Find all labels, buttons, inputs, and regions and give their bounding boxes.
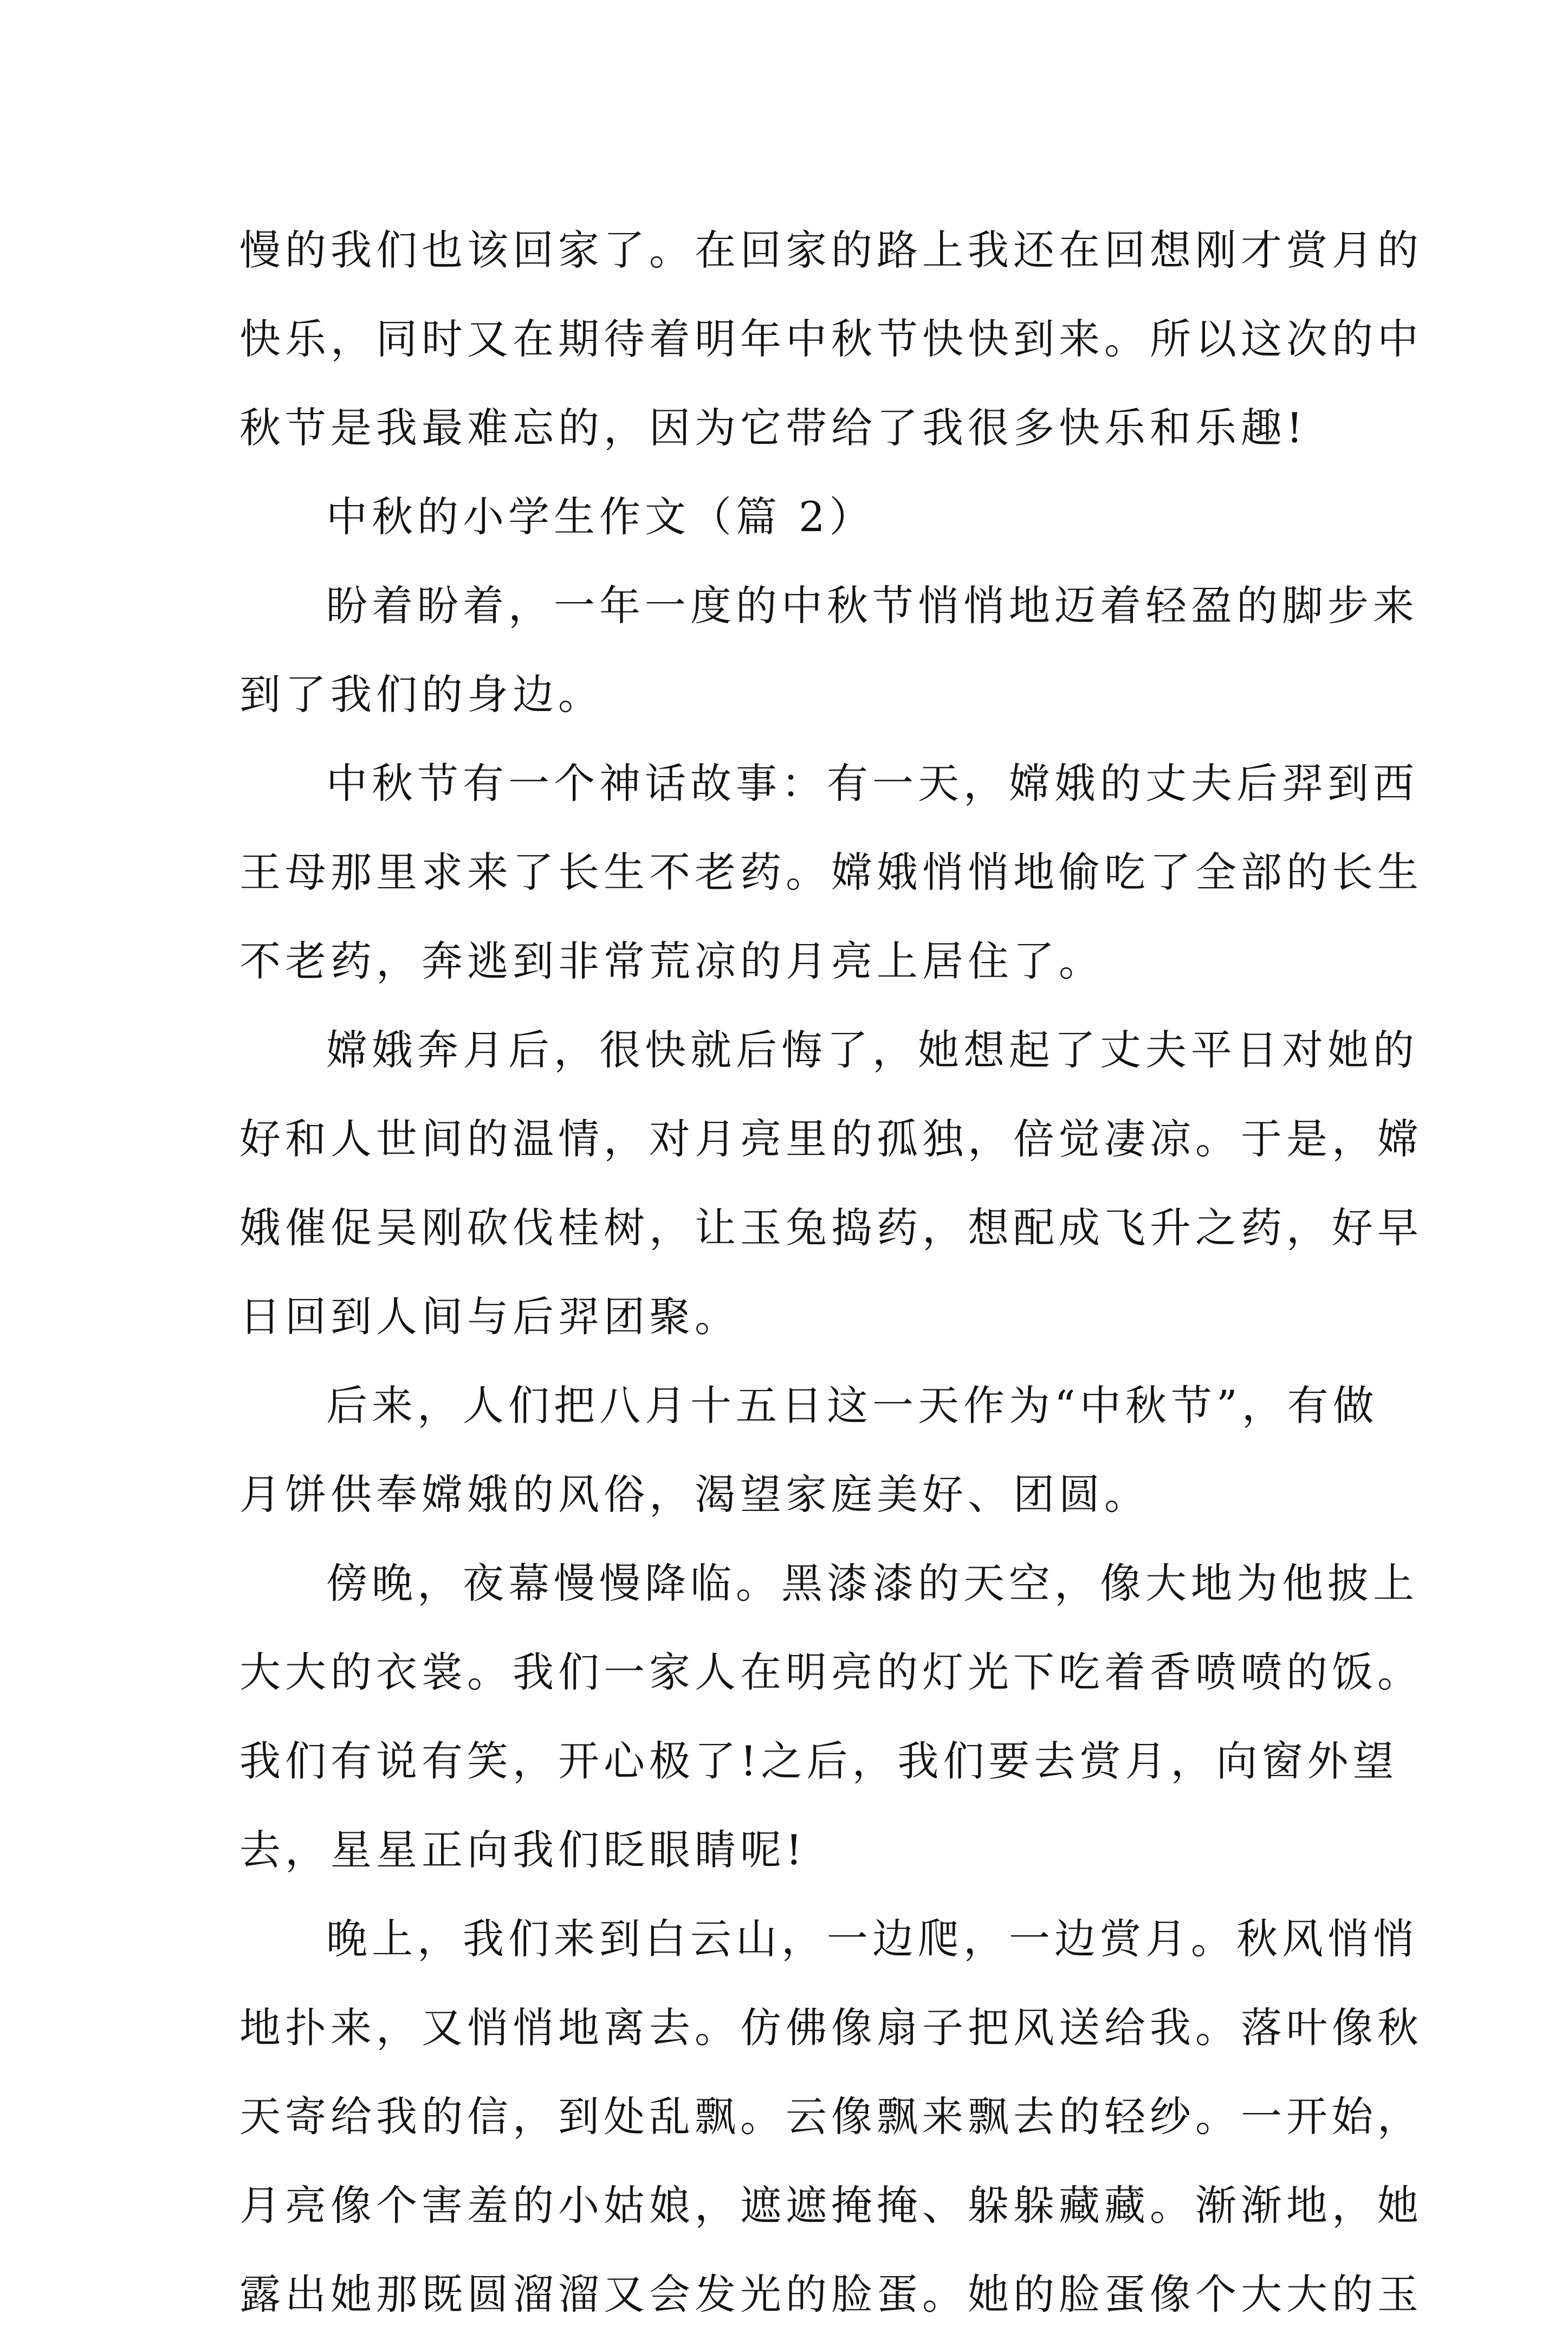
- text-line: 到了我们的身边。: [239, 670, 604, 719]
- text-line: 秋节是我最难忘的，因为它带给了我很多快乐和乐趣!: [239, 404, 1307, 452]
- text-line: 好和人世间的温情，对月亮里的孤独，倍觉凄凉。于是，嫦: [239, 1115, 1423, 1163]
- text-line: 地扑来，又悄悄地离去。仿佛像扇子把风送给我。落叶像秋: [239, 2004, 1423, 2052]
- text-line: 不老药，奔逃到非常荒凉的月亮上居住了。: [239, 937, 1104, 985]
- paragraph-first-line: 后来，人们把八月十五日这一天作为“中秋节”，有做: [326, 1381, 1378, 1430]
- text-line: 月亮像个害羞的小姑娘，遮遮掩掩、躲躲藏藏。渐渐地，她: [239, 2181, 1423, 2230]
- text-line: 慢的我们也该回家了。在回家的路上我还在回想刚才赏月的: [239, 226, 1423, 274]
- text-line: 天寄给我的信，到处乱飘。云像飘来飘去的轻纱。一开始，: [239, 2092, 1423, 2141]
- text-line: 日回到人间与后羿团聚。: [239, 1293, 740, 1341]
- text-line: 月饼供奉嫦娥的风俗，渴望家庭美好、团圆。: [239, 1470, 1150, 1519]
- text-line: 去，星星正向我们眨眼睛呢!: [239, 1826, 807, 1874]
- paragraph-first-line: 晚上，我们来到白云山，一边爬，一边赏月。秋风悄悄: [326, 1915, 1418, 1963]
- text-line: 王母那里求来了长生不老药。嫦娥悄悄地偷吃了全部的长生: [239, 848, 1423, 896]
- paragraph-first-line: 嫦娥奔月后，很快就后悔了，她想起了丈夫平日对她的: [326, 1026, 1418, 1074]
- text-line: 快乐，同时又在期待着明年中秋节快快到来。所以这次的中: [239, 315, 1423, 363]
- text-line: 娥催促吴刚砍伐桂树，让玉兔捣药，想配成飞升之药，好早: [239, 1204, 1423, 1252]
- text-line: 大大的衣裳。我们一家人在明亮的灯光下吃着香喷喷的饭。: [239, 1648, 1423, 1696]
- text-line: 露出她那既圆溜溜又会发光的脸蛋。她的脸蛋像个大大的玉: [239, 2270, 1423, 2318]
- paragraph-first-line: 中秋节有一个神话故事：有一天，嫦娥的丈夫后羿到西: [326, 759, 1418, 807]
- essay-text: [239, 206, 1423, 2339]
- paragraph-first-line: 傍晚，夜幕慢慢降临。黑漆漆的天空，像大地为他披上: [326, 1559, 1418, 1607]
- section-heading: 中秋的小学生作文（篇 2）: [326, 493, 875, 541]
- paragraph-first-line: 盼着盼着，一年一度的中秋节悄悄地迈着轻盈的脚步来: [326, 581, 1418, 630]
- text-line: 我们有说有笑，开心极了!之后，我们要去赏月，向窗外望: [239, 1737, 1398, 1785]
